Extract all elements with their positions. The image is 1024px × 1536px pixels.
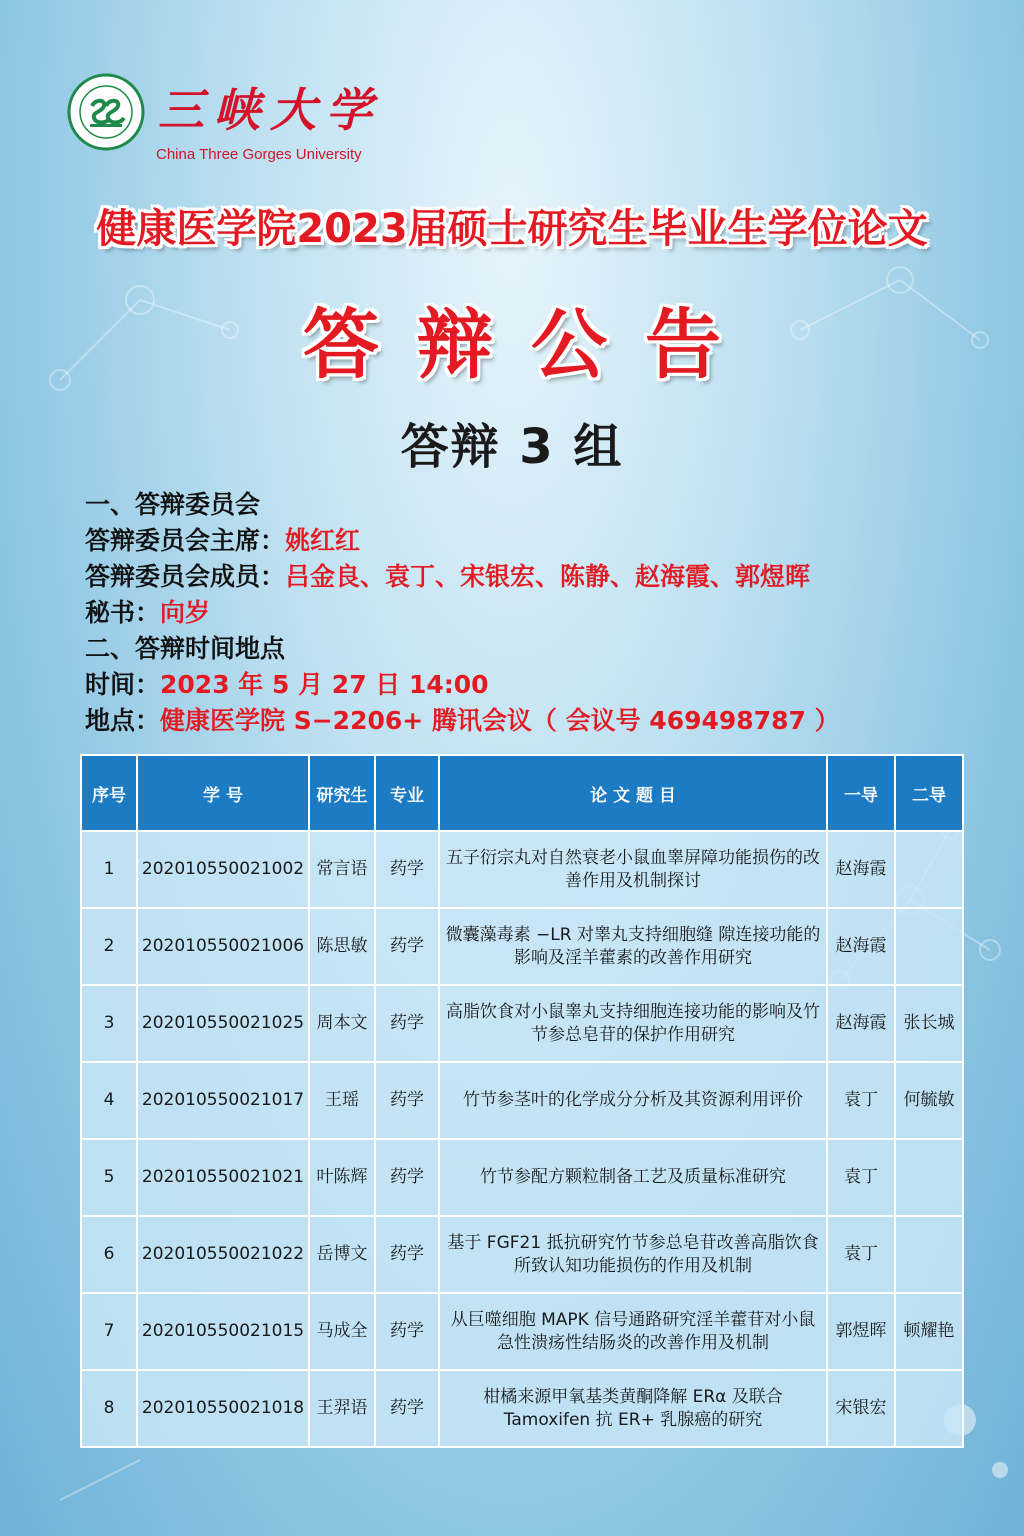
cell-major: 药学	[375, 985, 439, 1062]
cell-index: 7	[81, 1293, 137, 1370]
cell-thesis-title: 竹节参茎叶的化学成分分析及其资源利用评价	[439, 1062, 827, 1139]
cell-first-advisor: 袁丁	[827, 1139, 895, 1216]
university-emblem-icon	[66, 72, 146, 152]
cell-thesis-title: 柑橘来源甲氧基类黄酮降解 ERα 及联合 Tamoxifen 抗 ER+ 乳腺癌的研究	[439, 1370, 827, 1447]
table-row	[81, 1139, 963, 1216]
cell-student-id: 202010550021006	[137, 908, 309, 985]
header-index: 序号	[81, 755, 137, 831]
cell-index: 2	[81, 908, 137, 985]
cell-second-advisor: 张长城	[895, 985, 963, 1062]
header-student: 研究生	[309, 755, 375, 831]
cell-student-id: 202010550021025	[137, 985, 309, 1062]
chair-label: 答辩委员会主席：	[85, 526, 286, 555]
defense-time	[85, 667, 1015, 703]
cell-student-id: 202010550021015	[137, 1293, 309, 1370]
cell-thesis-title: 从巨噬细胞 MAPK 信号通路研究淫羊藿苷对小鼠急性溃疡性结肠炎的改善作用及机制	[439, 1293, 827, 1370]
cell-student: 王羿语	[309, 1370, 375, 1447]
cell-first-advisor: 郭煜晖	[827, 1293, 895, 1370]
secretary-value: 向岁	[160, 598, 211, 627]
cell-thesis-title: 高脂饮食对小鼠睾丸支持细胞连接功能的影响及竹节参总皂苷的保护作用研究	[439, 985, 827, 1062]
cell-index: 1	[81, 831, 137, 908]
cell-thesis-title: 基于 FGF21 抵抗研究竹节参总皂苷改善高脂饮食所致认知功能损伤的作用及机制	[439, 1216, 827, 1293]
cell-major: 药学	[375, 1216, 439, 1293]
place-label: 地点：	[85, 706, 161, 735]
committee-chair	[85, 523, 1015, 559]
cell-second-advisor	[895, 1370, 963, 1447]
cell-student: 叶陈辉	[309, 1139, 375, 1216]
place-value: 健康医学院 S−2206+ 腾讯会议（ 会议号 469498787 ）	[160, 706, 840, 735]
cell-second-advisor	[895, 1139, 963, 1216]
cell-first-advisor: 赵海霞	[827, 831, 895, 908]
cell-major: 药学	[375, 1370, 439, 1447]
announcement-title: 答辩公告	[303, 300, 759, 389]
table-row	[81, 1293, 963, 1370]
cell-student-id: 202010550021018	[137, 1370, 309, 1447]
table-row	[81, 1370, 963, 1447]
cell-index: 6	[81, 1216, 137, 1293]
table-row	[81, 985, 963, 1062]
secretary-label: 秘书：	[85, 598, 161, 627]
header-second-advisor: 二导	[895, 755, 963, 831]
table-row	[81, 831, 963, 908]
cell-student-id: 202010550021017	[137, 1062, 309, 1139]
time-label: 时间：	[85, 670, 161, 699]
cell-student: 常言语	[309, 831, 375, 908]
table-row	[81, 1062, 963, 1139]
cell-student-id: 202010550021022	[137, 1216, 309, 1293]
cell-second-advisor: 何毓敏	[895, 1062, 963, 1139]
university-name-en: China Three Gorges University	[156, 146, 362, 163]
cell-second-advisor	[895, 831, 963, 908]
cell-index: 8	[81, 1370, 137, 1447]
cell-major: 药学	[375, 1062, 439, 1139]
cell-index: 4	[81, 1062, 137, 1139]
cell-first-advisor: 袁丁	[827, 1062, 895, 1139]
cell-first-advisor: 赵海霞	[827, 985, 895, 1062]
cell-first-advisor: 赵海霞	[827, 908, 895, 985]
cell-first-advisor: 宋银宏	[827, 1370, 895, 1447]
cell-index: 5	[81, 1139, 137, 1216]
cell-second-advisor	[895, 908, 963, 985]
cell-second-advisor: 顿耀艳	[895, 1293, 963, 1370]
table-header-row	[81, 755, 963, 831]
table-row	[81, 1216, 963, 1293]
cell-student: 陈思敏	[309, 908, 375, 985]
cell-student: 岳博文	[309, 1216, 375, 1293]
university-logo	[66, 72, 382, 172]
cell-student: 王瑶	[309, 1062, 375, 1139]
group-title: 答辩 3 组	[400, 419, 624, 475]
cell-major: 药学	[375, 1293, 439, 1370]
chair-value: 姚红红	[285, 526, 361, 555]
header-first-advisor: 一导	[827, 755, 895, 831]
cell-student: 周本文	[309, 985, 375, 1062]
members-value: 吕金良、袁丁、宋银宏、陈静、赵海霞、郭煜晖	[285, 562, 811, 591]
section-time-place-heading: 二、答辩时间地点	[85, 634, 286, 663]
cell-thesis-title: 微囊藻毒素 −LR 对睾丸支持细胞缝 隙连接功能的影响及淫羊藿素的改善作用研究	[439, 908, 827, 985]
committee-members	[85, 559, 1015, 595]
cell-first-advisor: 袁丁	[827, 1216, 895, 1293]
cell-major: 药学	[375, 1139, 439, 1216]
cell-major: 药学	[375, 908, 439, 985]
announcement-subtitle: 健康医学院2023届硕士研究生毕业生学位论文	[96, 206, 928, 252]
header-major: 专业	[375, 755, 439, 831]
university-name-cn: 三峡大学	[158, 83, 382, 137]
cell-second-advisor	[895, 1216, 963, 1293]
defense-info	[85, 487, 1015, 739]
cell-index: 3	[81, 985, 137, 1062]
defense-schedule-table	[80, 754, 962, 1448]
cell-thesis-title: 五子衍宗丸对自然衰老小鼠血睾屏障功能损伤的改善作用及机制探讨	[439, 831, 827, 908]
table-row	[81, 908, 963, 985]
header-student-id: 学 号	[137, 755, 309, 831]
members-label: 答辩委员会成员：	[85, 562, 286, 591]
cell-major: 药学	[375, 831, 439, 908]
committee-secretary	[85, 595, 1015, 631]
header-thesis-title: 论 文 题 目	[439, 755, 827, 831]
cell-thesis-title: 竹节参配方颗粒制备工艺及质量标准研究	[439, 1139, 827, 1216]
section-committee-heading: 一、答辩委员会	[85, 490, 261, 519]
defense-place	[85, 703, 1015, 739]
cell-student-id: 202010550021021	[137, 1139, 309, 1216]
cell-student: 马成全	[309, 1293, 375, 1370]
time-value: 2023 年 5 月 27 日 14:00	[160, 670, 489, 699]
cell-student-id: 202010550021002	[137, 831, 309, 908]
